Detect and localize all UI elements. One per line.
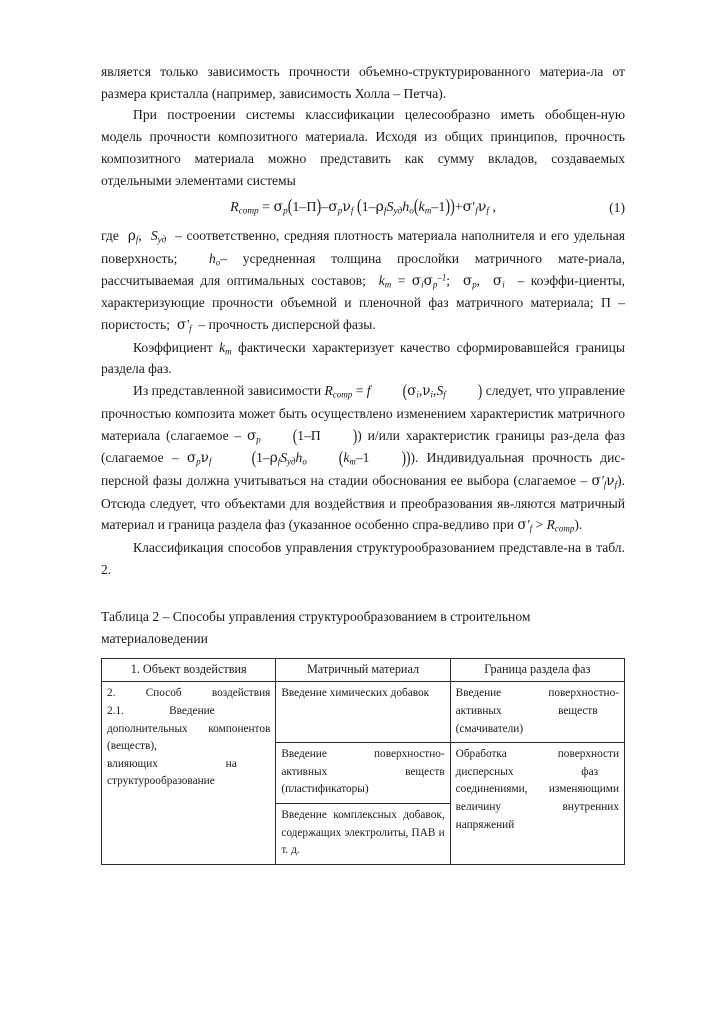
paragraph-1: является только зависимость прочности объемно-структурированного материа-ла от размера кристалла (например, зависимость Холла – Петча). [101, 64, 625, 101]
dep-text-a: Из представленной зависимости [133, 383, 325, 399]
formula-rcomp-function: $R_{comp} = f$ ($\sigma_i,\nu_i,S_f$ ) [324, 380, 483, 401]
table-caption [101, 606, 625, 649]
dep-text-c: ) и/или характеристик границы раз-дела фаз (слагаемое – [101, 427, 625, 466]
equation-1-line [101, 197, 625, 221]
formula-term-dispersed: $\sigma'_f\nu_f$ [591, 472, 618, 490]
symbol-sigma-f-prime: $\sigma'_f$ [176, 317, 192, 334]
table-cell-matrix-1: Введение химических добавок [276, 682, 450, 743]
symbol-sigma-p: $\sigma_p$ [462, 272, 477, 290]
table-caption-line-2: материаловедении [101, 631, 208, 647]
dep-text-d: ). Индивидуальная прочность дис-персной фазы должна учитываться на стадии обоснования ее выбора (слагаемое – [101, 450, 625, 488]
table-header-cell-matrix: Матричный материал [276, 658, 450, 682]
paragraph-km-text-a: Коэффициент [133, 339, 220, 355]
table-header-cell-interface: Граница раздела фаз [450, 658, 624, 682]
table-row [102, 682, 625, 743]
dep-text-b: следует, что управление прочностью композита может быть осуществлено изменением характеристик матричного материала (слагаемое – [101, 383, 626, 443]
table-header-row [102, 658, 625, 682]
document-page [101, 0, 625, 1024]
table-header-cell-object: 1. Объект воздействия [102, 658, 276, 682]
table-cell-interface-2: Обработка поверхности дисперсных фаз соединениями, изменяющими величину внутренних напряжений [450, 743, 624, 865]
dep-text-e: ). Отсюда следует, что объектами для воздействия и преобразования яв-ляются матричный материал и граница раздела фаз (указанное особенно спра-ведливо при [101, 472, 625, 533]
table-cell-matrix-2: Введение поверхностно-активных веществ (пластификаторы) [276, 743, 450, 804]
formula-condition: $\sigma'_f > R_{comp}$ [517, 517, 575, 534]
body-text-region [101, 0, 625, 865]
table-cell-method-of-action: 2. Способ воздействия 2.1. Введение дополнительных компонентов (веществ), влияющих на структурообразование [102, 682, 276, 864]
paragraph-2: При построении системы классификации целесообразно иметь обобщен-ную модель прочности композитного материала. Исходя из общих принципов, прочность композитного материала можно представить как сумму вкладов, создаваемых отдельными элементами системы [101, 107, 625, 188]
table-caption-line-1: Таблица 2 – Способы управления структурообразованием в строительном [101, 609, 531, 625]
formula-term-interface: $\sigma_p\nu_f$ ($1-\rho_fS_{уд}h_о$ ($k_m-1$ )) [186, 447, 411, 468]
symbol-s-ud: $S_{уд}$ [150, 228, 167, 245]
symbol-h-o: $h_о$ [208, 250, 221, 268]
paragraph-dependency [101, 380, 625, 537]
symbol-km: $k_m$ [219, 339, 232, 357]
symbol-sigma-i: $\sigma_i$ [492, 272, 505, 290]
table-cell-matrix-3: Введение комплексных добавок, содержащих электролиты, ПАВ и т. д. [276, 804, 450, 865]
paragraph-classification: Классификация способов управления структурообразованием представле-на в табл. 2. [101, 540, 625, 577]
paragraph-km-text-b: фактически характеризует качество сформировавшейся границы раздела фаз. [101, 339, 625, 377]
equation-1-number: (1) [609, 200, 625, 216]
dep-text-f: ). [574, 517, 583, 533]
paragraph-km [101, 337, 625, 380]
classification-table [101, 658, 625, 865]
where-block: где $\rho_f$, $S_{уд}$ – соответственно, средняя плотность материала наполнителя и его удельная поверхность; $h_о-$ усредненная толщина прослойки матричного мате-риала, рассчитываемая для оптимальных составов; $k_m = \sigma_i\sigma_p^{-1}$; $\sigma_p$, $\sigma_i$ – коэффи-циенты, характеризующие прочности объемной и пленочной фаз матричного материала; П – пористость; $\sigma'_f$ – прочность дисперсной фазы. [101, 228, 626, 334]
equation-1: $R_{comp} = \sigma_p(1-\Pi)-\sigma_p\nu_f$ $(1-\rho_fS_{уд}h_о(k_m-1))+\sigma'_f\nu_f$ , [230, 197, 496, 218]
table-cell-interface-1: Введение поверхностно-активных веществ (смачиватели) [450, 682, 624, 743]
formula-term-matrix: $\sigma_p$ (1–Π ) [247, 424, 358, 446]
formula-km-definition: $k_m = \sigma_i\sigma_p^{-1}$ [378, 271, 447, 290]
symbol-rho-f: $\rho_f$ [127, 228, 139, 245]
